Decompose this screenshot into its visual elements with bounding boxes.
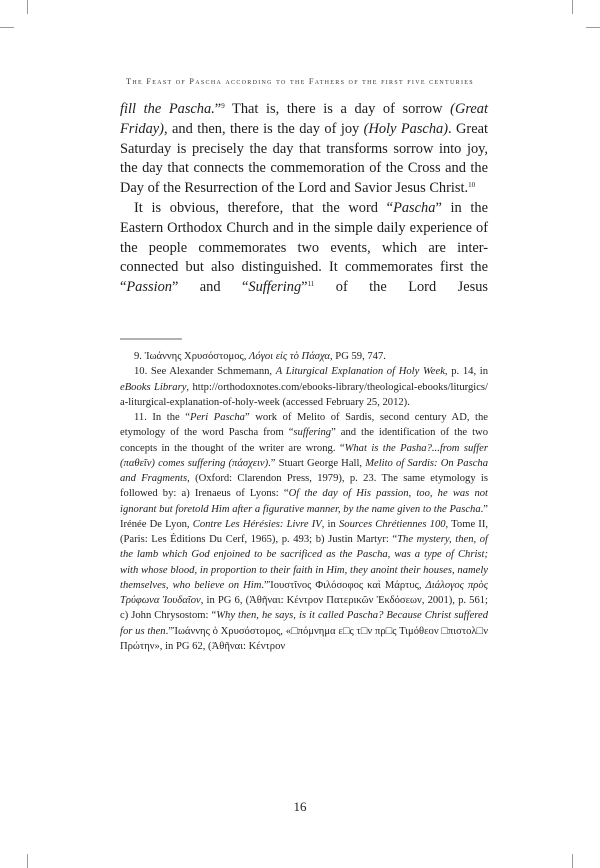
italic-text: The mystery, then, of the lamb which God enjoined to be sacrificed as the Pascha, was a type of Christ; with whose blood, in proportion to their faith in Him, they anoint their houses, namely themselves, who believe on Him [120,534,488,591]
main-text [120,100,488,298]
italic-text: Of the day of His passion, too, he was not ignorant but foretold Him after a figurative manner, by the name given to the Pascha [120,488,488,515]
paragraph [120,199,488,298]
footnote-10 [120,364,488,410]
text-run: . Great Saturday is precisely the day that transforms sorrow into joy, the day that connects the commemoration of the Cross and the Day of the Resurrection of the Lord and Savior Jesus Christ. [120,120,488,197]
text-run: , in PG 6, (Ἀθῆναι: Κέντρον Πατερικῶν Ἐκδόσεων, 2001), p. 561; c) John Chrysostom: “ [120,595,488,622]
text-run: ” and the identification of the two concepts in the thought of the writer are wrong. “ [120,427,488,454]
footnote-ref: 10 [468,181,476,190]
text-run: .” Irénée De Lyon, [120,503,488,530]
text-run: , and then, there is the day of joy [163,120,364,137]
footnote-separator [120,338,488,340]
text-run: ” work of Melito of Sardis, second century AD, the etymology of the word Pascha from “ [120,412,488,439]
text-run: .” Stuart George Hall, [268,457,366,469]
italic-text: (Great Friday) [120,101,488,137]
italic-text: Passion [126,279,172,296]
italic-text: A Liturgical Explanation of Holy Week [275,366,445,378]
italic-text: eBooks Library [120,381,187,393]
text-run: , PG 59, 747. [330,351,386,362]
italic-text: Why then, he says, is it called Pascha? Because Christ suffered for us then [120,610,488,637]
text-run: of the Lord Jesus [314,279,488,296]
crop-mark [572,0,573,14]
italic-text: What is the Pasha?...from suffer (παθεῖν) comes suffering (πάσχειν) [120,442,488,469]
text-run: .”Ἰουστῖνος Φιλόσοφος καὶ Μάρτυς, [261,579,426,591]
crop-mark [586,27,600,28]
text-run: 9. Ἰωάννης Χρυσόστομος, [134,351,249,362]
italic-text: Suffering [248,279,302,296]
text-run: ” [214,101,222,117]
text-run: .”Ἰωάννης ὁ Χρυσόστομος, «□πόμνημα ε□ς τ□ν πρ□ς Τιμόθεον □πιστολ□ν Πρώτην», in PG 62, (Ἀθῆναι: Κέντρον [120,625,488,652]
text-run: , [186,381,193,393]
text-run: (accessed February 25, 2012). [279,396,410,408]
text-run: ” in the Eastern Orthodox Church and in the simple daily experience of the people commemorates two events, which are inter-connected but also distinguished. It commemorates first the “ [120,199,488,296]
url-text: http://orthodoxnotes.com/ebooks-library/theological-ebooks/liturgics/a-liturgical-explanation-of-holy-week [120,381,488,408]
italic-text: Sources Chrétiennes 100 [338,518,446,530]
italic-text: Peri Pascha [190,412,245,423]
crop-mark [27,854,28,868]
crop-mark [572,854,573,868]
italic-text: Pascha [393,199,436,216]
text-run: It is obvious, therefore, that the word “ [134,199,394,216]
footnote-ref: 9 [221,102,225,110]
text-run: , Tome II, (Paris: Les Éditions Du Cerf, 1965), p. 493; b) Justin Martyr: “ [120,518,489,545]
running-header: The Feast of Pascha according to the Fathers of the first five centuries [126,77,474,86]
italic-text: Melito of Sardis: On Pascha and Fragments [120,457,488,484]
text-run: , p. 14, in [444,366,488,378]
text-run: That is, there is a day of sorrow [224,101,451,117]
footnote-11 [120,410,488,654]
footnote-ref: 11 [307,280,315,289]
footnotes [120,349,488,654]
text-run: , (Oxford: Clarendon Press, 1979), p. 23. The same etymology is followed by: a) Irenaeus of Lyons: “ [120,473,488,500]
text-run: 11. In the “ [134,412,190,423]
italic-text: suffering [293,427,332,439]
text-run: ” and “ [171,279,249,296]
page-number: 16 [293,799,307,814]
italic-text: (Holy Pascha) [363,120,449,137]
text-run: 10. See Alexander Schmemann, [134,366,276,378]
italic-text: Διάλογος πρὸς Τρύφωνα Ἰουδαῖον [120,579,488,606]
crop-mark [27,0,28,14]
crop-mark [0,27,14,28]
italic-text: fill the Pascha. [120,101,215,117]
italic-text: Contre Les Hérésies: Livre IV [192,518,322,530]
paragraph [120,100,488,199]
text-run: ” [301,279,308,296]
text-run: , in [321,518,339,530]
italic-text: Λόγοι εἰς τὸ Πάσχα [249,351,330,362]
footnote-9 [120,349,488,364]
